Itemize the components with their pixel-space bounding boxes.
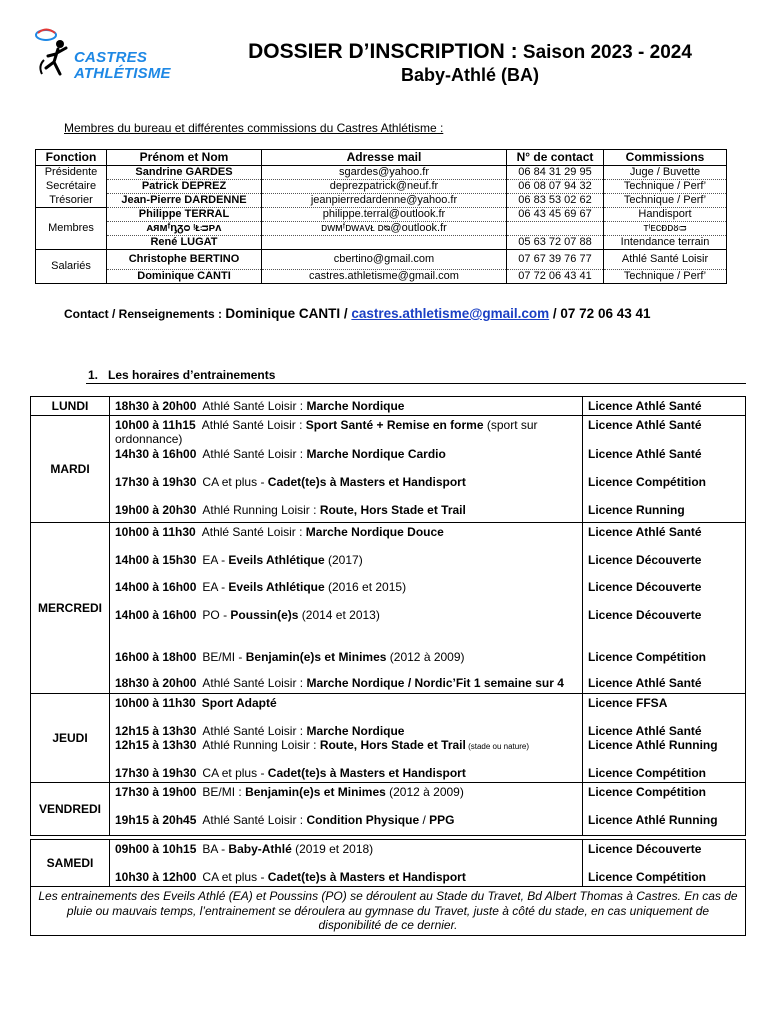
activity-name: Sport Adapté — [201, 696, 277, 710]
time-slot: 17h30 à 19h30 — [115, 475, 197, 489]
activity-name: Poussin(e)s — [230, 608, 299, 622]
phone-cell: 07 67 39 76 77 — [507, 250, 604, 270]
activity-name: Sport Santé + Remise en forme — [305, 418, 484, 432]
licence-cell — [583, 840, 746, 887]
logo-line-1: CASTRES — [74, 49, 148, 66]
role-cell: Trésorier — [36, 194, 107, 208]
licence-cell — [583, 397, 746, 416]
activity-category: Athlé Santé Loisir : — [202, 676, 307, 690]
activity-name: Route, Hors Stade et Trail — [319, 738, 466, 752]
bureau-header-row — [36, 150, 727, 166]
licence-label: Licence Compétition — [588, 785, 707, 799]
time-slot: 17h30 à 19h00 — [115, 785, 197, 799]
contact-phone: 07 72 06 43 41 — [560, 306, 651, 321]
day-cell: MERCREDI — [31, 523, 110, 694]
time-slot: 14h00 à 15h30 — [115, 553, 197, 567]
time-slot: 19h00 à 20h30 — [115, 503, 197, 517]
notes-row — [31, 887, 746, 936]
activity-category: EA - — [202, 553, 229, 567]
activity-category: Athlé Santé Loisir : — [202, 724, 307, 738]
activity-detail: (stade ou nature) — [465, 742, 530, 751]
time-slot: 14h00 à 16h00 — [115, 608, 197, 622]
schedule-row — [31, 783, 746, 836]
activity-detail: (2014 et 2013) — [298, 608, 380, 622]
mail-cell[interactable]: ᴅᴡᴍᶠᴅᴡᴀᴠᴌ ᴅᴓ@outlook.fr — [262, 222, 507, 236]
role-cell: Secrétaire — [36, 180, 107, 194]
time-slot: 10h00 à 11h15 — [115, 418, 196, 432]
licence-cell — [583, 416, 746, 523]
club-logo — [34, 26, 184, 88]
activity-category: CA et plus - — [202, 870, 268, 884]
members-caption: Membres du bureau et différentes commissions du Castres Athlétisme : — [64, 121, 444, 135]
licence-label: Licence Compétition — [588, 870, 707, 884]
licence-label: Licence Athlé Santé — [588, 676, 702, 690]
activity-name: Route, Hors Stade et Trail — [319, 503, 466, 517]
commission-cell: Technique / Perf’ — [604, 194, 727, 208]
activity-category: CA et plus - — [202, 766, 268, 780]
page-title — [200, 40, 740, 65]
phone-cell: 06 08 07 94 32 — [507, 180, 604, 194]
activity-name: Cadet(te)s à Masters et Handisport — [267, 766, 466, 780]
time-slot: 12h15 à 13h30 — [115, 724, 197, 738]
table-row — [36, 166, 727, 180]
name-cell: ᴀᴙᴍᶠᶇᵹᴑ ᵎᴌᴞᴘᴧ — [107, 222, 262, 236]
contact-separator: / — [340, 306, 352, 321]
time-slot: 19h15 à 20h45 — [115, 813, 197, 827]
schedule-row — [31, 840, 746, 887]
role-cell: Membres — [36, 208, 107, 250]
col-mail: Adresse mail — [262, 150, 507, 166]
activity-category: Athlé Santé Loisir : — [201, 418, 306, 432]
schedule-row — [31, 397, 746, 416]
activity-name: Marche Nordique — [306, 399, 405, 413]
licence-label: Licence Athlé Running — [588, 738, 718, 752]
athlete-icon — [34, 26, 78, 84]
activity-category: Athlé Santé Loisir : — [201, 525, 306, 539]
season-text: Saison 2023 - 2024 — [517, 42, 692, 63]
commission-cell: Technique / Perf’ — [604, 270, 727, 284]
table-row — [36, 180, 727, 194]
licence-label: Licence Découverte — [588, 608, 702, 622]
commission-cell: Juge / Buvette — [604, 166, 727, 180]
schedule-row — [31, 694, 746, 783]
time-slot: 16h00 à 18h00 — [115, 650, 197, 664]
activity-category: BE/MI - — [202, 650, 246, 664]
activity-category: Athlé Running Loisir : — [202, 503, 320, 517]
commission-cell: Technique / Perf’ — [604, 180, 727, 194]
name-cell: René LUGAT — [107, 236, 262, 250]
contact-email-link[interactable]: castres.athletisme@gmail.com — [351, 306, 550, 321]
phone-cell: 07 72 06 43 41 — [507, 270, 604, 284]
day-cell: JEUDI — [31, 694, 110, 783]
time-slot: 10h00 à 11h30 — [115, 525, 196, 539]
activity-detail: (2017) — [324, 553, 363, 567]
table-row — [36, 222, 727, 236]
time-slot: 10h00 à 11h30 — [115, 696, 196, 710]
activities-cell — [110, 523, 583, 694]
day-cell: LUNDI — [31, 397, 110, 416]
activity-category: BE/MI : — [202, 785, 246, 799]
licence-cell — [583, 523, 746, 694]
activity-separator: / — [419, 813, 430, 827]
activity-name: Marche Nordique / Nordic’Fit 1 semaine sur 4 — [306, 676, 564, 690]
training-notes: Les entrainements des Eveils Athlé (EA) et Poussins (PO) se déroulent au Stade du Travet, Bd Albert Thomas à Castres. En cas de pluie ou mauvais temps, l’entrainement se déroulera au gymnase du Travet, juste à côté du stade, en cas uniquement de disponibilité de ce dernier. — [31, 887, 746, 936]
name-cell: Patrick DEPREZ — [107, 180, 262, 194]
licence-cell — [583, 694, 746, 783]
licence-label: Licence Athlé Santé — [588, 418, 702, 432]
table-row — [36, 250, 727, 270]
licence-label: Licence Running — [588, 503, 685, 517]
licence-cell — [583, 783, 746, 836]
contact-line — [64, 306, 651, 321]
mail-cell[interactable]: philippe.terral@outlook.fr — [262, 208, 507, 222]
title-text: DOSSIER D’INSCRIPTION : — [248, 40, 518, 63]
activity-category: Athlé Santé Loisir : — [202, 447, 307, 461]
activity-category: CA et plus - — [202, 475, 268, 489]
section-title: Les horaires d’entrainements — [108, 368, 276, 382]
activity-category: Athlé Running Loisir : — [202, 738, 320, 752]
licence-label: Licence Athlé Santé — [588, 447, 702, 461]
col-commissions: Commissions — [604, 150, 727, 166]
phone-cell — [507, 222, 604, 236]
club-name — [74, 50, 171, 82]
contact-name: Dominique CANTI — [225, 306, 341, 321]
activity-detail: (sport sur ordonnance) — [115, 418, 538, 446]
activity-category: BA - — [202, 842, 229, 856]
licence-label: Licence Compétition — [588, 475, 707, 489]
licence-label: Licence Athlé Running — [588, 813, 718, 827]
mail-cell[interactable]: cbertino@gmail.com — [262, 250, 507, 270]
phone-cell: 06 43 45 69 67 — [507, 208, 604, 222]
activities-cell — [110, 397, 583, 416]
col-contact: N° de contact — [507, 150, 604, 166]
activity-name: Benjamin(e)s et Minimes — [245, 650, 387, 664]
activity-name: Marche Nordique Cardio — [306, 447, 446, 461]
licence-label: Licence Compétition — [588, 766, 707, 780]
schedule-row — [31, 523, 746, 694]
phone-cell: 06 84 31 29 95 — [507, 166, 604, 180]
mail-cell[interactable] — [262, 236, 507, 250]
licence-label: Licence Découverte — [588, 553, 702, 567]
time-slot: 10h30 à 12h00 — [115, 870, 197, 884]
section-heading — [88, 368, 275, 382]
activity-category: Athlé Santé Loisir : — [202, 813, 307, 827]
activity-name: PPG — [429, 813, 455, 827]
licence-label: Licence Découverte — [588, 580, 702, 594]
schedule-row — [31, 416, 746, 523]
time-slot: 14h30 à 16h00 — [115, 447, 197, 461]
activity-category: EA - — [202, 580, 229, 594]
logo-line-2: ATHLÉTISME — [74, 65, 171, 82]
schedule-table — [30, 396, 746, 936]
commission-cell: Athlé Santé Loisir — [604, 250, 727, 270]
activity-name: Marche Nordique Douce — [305, 525, 444, 539]
contact-separator: / — [549, 306, 561, 321]
table-row — [36, 270, 727, 284]
table-row — [36, 208, 727, 222]
day-cell: VENDREDI — [31, 783, 110, 836]
activities-cell — [110, 694, 583, 783]
activity-name: Benjamin(e)s et Minimes — [245, 785, 386, 799]
col-nom: Prénom et Nom — [107, 150, 262, 166]
time-slot: 17h30 à 19h30 — [115, 766, 197, 780]
activity-detail: (2016 et 2015) — [324, 580, 407, 594]
activity-name: Eveils Athlétique — [228, 580, 325, 594]
section-number: 1. — [88, 368, 99, 382]
bureau-table — [35, 149, 727, 284]
licence-label: Licence Compétition — [588, 650, 707, 664]
licence-label: Licence Athlé Santé — [588, 399, 702, 413]
time-slot: 12h15 à 13h30 — [115, 738, 197, 752]
activities-cell — [110, 416, 583, 523]
commission-cell: Intendance terrain — [604, 236, 727, 250]
section-divider — [86, 383, 746, 384]
activity-category: PO - — [202, 608, 231, 622]
activity-detail: (2019 et 2018) — [291, 842, 374, 856]
activities-cell — [110, 840, 583, 887]
commission-cell: Handisport — [604, 208, 727, 222]
time-slot: 18h30 à 20h00 — [115, 676, 197, 690]
table-row — [36, 194, 727, 208]
activities-cell — [110, 783, 583, 836]
time-slot: 14h00 à 16h00 — [115, 580, 197, 594]
activity-name: Cadet(te)s à Masters et Handisport — [267, 870, 466, 884]
contact-label: Contact / Renseignements : — [64, 307, 226, 321]
name-cell: Dominique CANTI — [107, 270, 262, 284]
time-slot: 18h30 à 20h00 — [115, 399, 197, 413]
activity-name: Baby-Athlé — [228, 842, 292, 856]
mail-cell[interactable]: castres.athletisme@gmail.com — [262, 270, 507, 284]
activity-category: Athlé Santé Loisir : — [202, 399, 307, 413]
licence-label: Licence Découverte — [588, 842, 702, 856]
role-cell: Présidente — [36, 166, 107, 180]
name-cell: Sandrine GARDES — [107, 166, 262, 180]
name-cell: Christophe BERTINO — [107, 250, 262, 270]
activity-name: Cadet(te)s à Masters et Handisport — [267, 475, 466, 489]
day-cell: SAMEDI — [31, 840, 110, 887]
mail-cell[interactable]: jeanpierredardenne@yahoo.fr — [262, 194, 507, 208]
name-cell: Philippe TERRAL — [107, 208, 262, 222]
col-fonction: Fonction — [36, 150, 107, 166]
activity-detail: (2012 à 2009) — [386, 650, 465, 664]
activity-detail: (2012 à 2009) — [385, 785, 464, 799]
activity-name: Condition Physique — [306, 813, 420, 827]
table-row — [36, 236, 727, 250]
name-cell: Jean-Pierre DARDENNE — [107, 194, 262, 208]
licence-label: Licence Athlé Santé — [588, 525, 702, 539]
phone-cell: 05 63 72 07 88 — [507, 236, 604, 250]
mail-cell[interactable]: deprezpatrick@neuf.fr — [262, 180, 507, 194]
page-subtitle: Baby-Athlé (BA) — [401, 65, 539, 85]
role-cell: Salariés — [36, 250, 107, 284]
licence-label: Licence FFSA — [588, 696, 668, 710]
phone-cell: 06 83 53 02 62 — [507, 194, 604, 208]
activity-name: Eveils Athlétique — [228, 553, 325, 567]
licence-label: Licence Athlé Santé — [588, 724, 702, 738]
mail-cell[interactable]: sgardes@yahoo.fr — [262, 166, 507, 180]
commission-cell: ᴛᶦᴇᴄᴆᴅᴕᴞ — [604, 222, 727, 236]
time-slot: 09h00 à 10h15 — [115, 842, 197, 856]
activity-name: Marche Nordique — [306, 724, 405, 738]
day-cell: MARDI — [31, 416, 110, 523]
